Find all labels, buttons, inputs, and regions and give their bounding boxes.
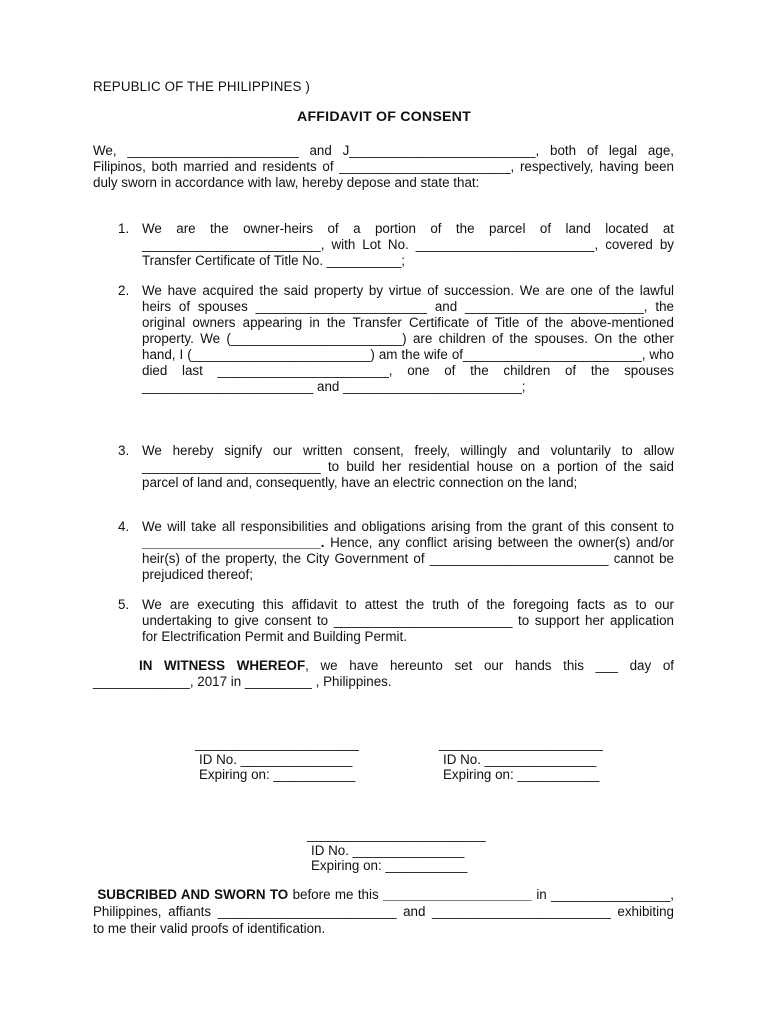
signature-block-1 xyxy=(195,736,359,783)
signature-line: ______________________ xyxy=(439,736,603,751)
item-text: We hereby signify our written consent, freely, willingly and voluntarily to allow ________________________ to build her residential house on a portion of the said parcel of land and, consequently, have an electric connection on the land; xyxy=(142,443,674,490)
item-text-bold-blank: ________________________. xyxy=(142,535,325,550)
id-number: ID No. _______________ xyxy=(443,751,597,767)
document-title: AFFIDAVIT OF CONSENT xyxy=(297,109,471,125)
item-3 xyxy=(118,443,674,491)
id-number: ID No. _______________ xyxy=(199,751,353,767)
expiring-on: Expiring on: ___________ xyxy=(443,767,600,782)
signature-line: ________________________ xyxy=(307,827,486,842)
item-number: 3. xyxy=(118,443,130,458)
item-2 xyxy=(118,283,674,395)
id-number: ID No. _______________ xyxy=(311,842,465,858)
item-4 xyxy=(118,519,674,583)
item-1 xyxy=(118,221,674,269)
item-text-part: Hence, any conflict arising between the owner(s) and/or heir(s) of the property, the City Government of ________________________ cannot be prejudiced thereof; xyxy=(142,535,674,582)
item-text: We are executing this affidavit to attest the truth of the foregoing facts as to our undertaking to give consent to ________________________ to support her application for Electrification Permit and Building Permit. xyxy=(142,597,674,644)
jurat-bold-blank: ____________________ xyxy=(383,887,532,902)
jurat-bold: SUBCRIBED AND SWORN TO xyxy=(97,887,289,902)
jurat-text: before me this xyxy=(288,887,384,902)
item-number: 1. xyxy=(118,221,130,236)
witness-bold: IN WITNESS WHEREOF xyxy=(139,658,306,673)
signature-block-2 xyxy=(439,736,603,783)
expiring-on: Expiring on: ___________ xyxy=(199,767,356,782)
witness-paragraph xyxy=(93,658,674,690)
signature-line: ______________________ xyxy=(195,736,359,751)
item-text xyxy=(142,519,674,583)
jurat-paragraph xyxy=(93,886,674,937)
signature-block-3 xyxy=(307,827,486,874)
intro-paragraph: We, _______________________ and J_________________________, both of legal age, Filipinos, both married and residents of _______________________, respectively, having been duly sworn in accordance with law, hereby depose and state that: xyxy=(93,143,674,190)
witness-text: , we have hereunto set our hands this ___ day of _____________, 2017 in _________ , Philippines. xyxy=(93,658,674,689)
jurat-text: in ________________, Philippines, affiants ________________________ and ________________________ exhibiting to me their valid proofs of identification. xyxy=(93,887,674,936)
item-number: 2. xyxy=(118,283,130,298)
republic-header: REPUBLIC OF THE PHILIPPINES ) xyxy=(93,79,310,94)
item-number: 4. xyxy=(118,519,130,534)
item-text: We have acquired the said property by virtue of succession. We are one of the lawful heirs of spouses _______________________ and ________________________, the original owners appearing in the Transfer Certificate of Title of the above-mentioned property. We (_______________________) are children of the spouses. On the other hand, I (________________________) am the wife of________________________, who died last _______________________, one of the children of the spouses _______________________ and ________________________; xyxy=(142,283,674,394)
item-text-part: We will take all responsibilities and obligations arising from the grant of this consent to xyxy=(142,519,674,534)
item-text: We are the owner-heirs of a portion of the parcel of land located at ________________________, with Lot No. ________________________, covered by Transfer Certificate of Title No. __________; xyxy=(142,221,674,268)
item-5 xyxy=(118,597,674,645)
item-number: 5. xyxy=(118,597,130,612)
expiring-on: Expiring on: ___________ xyxy=(311,858,468,873)
